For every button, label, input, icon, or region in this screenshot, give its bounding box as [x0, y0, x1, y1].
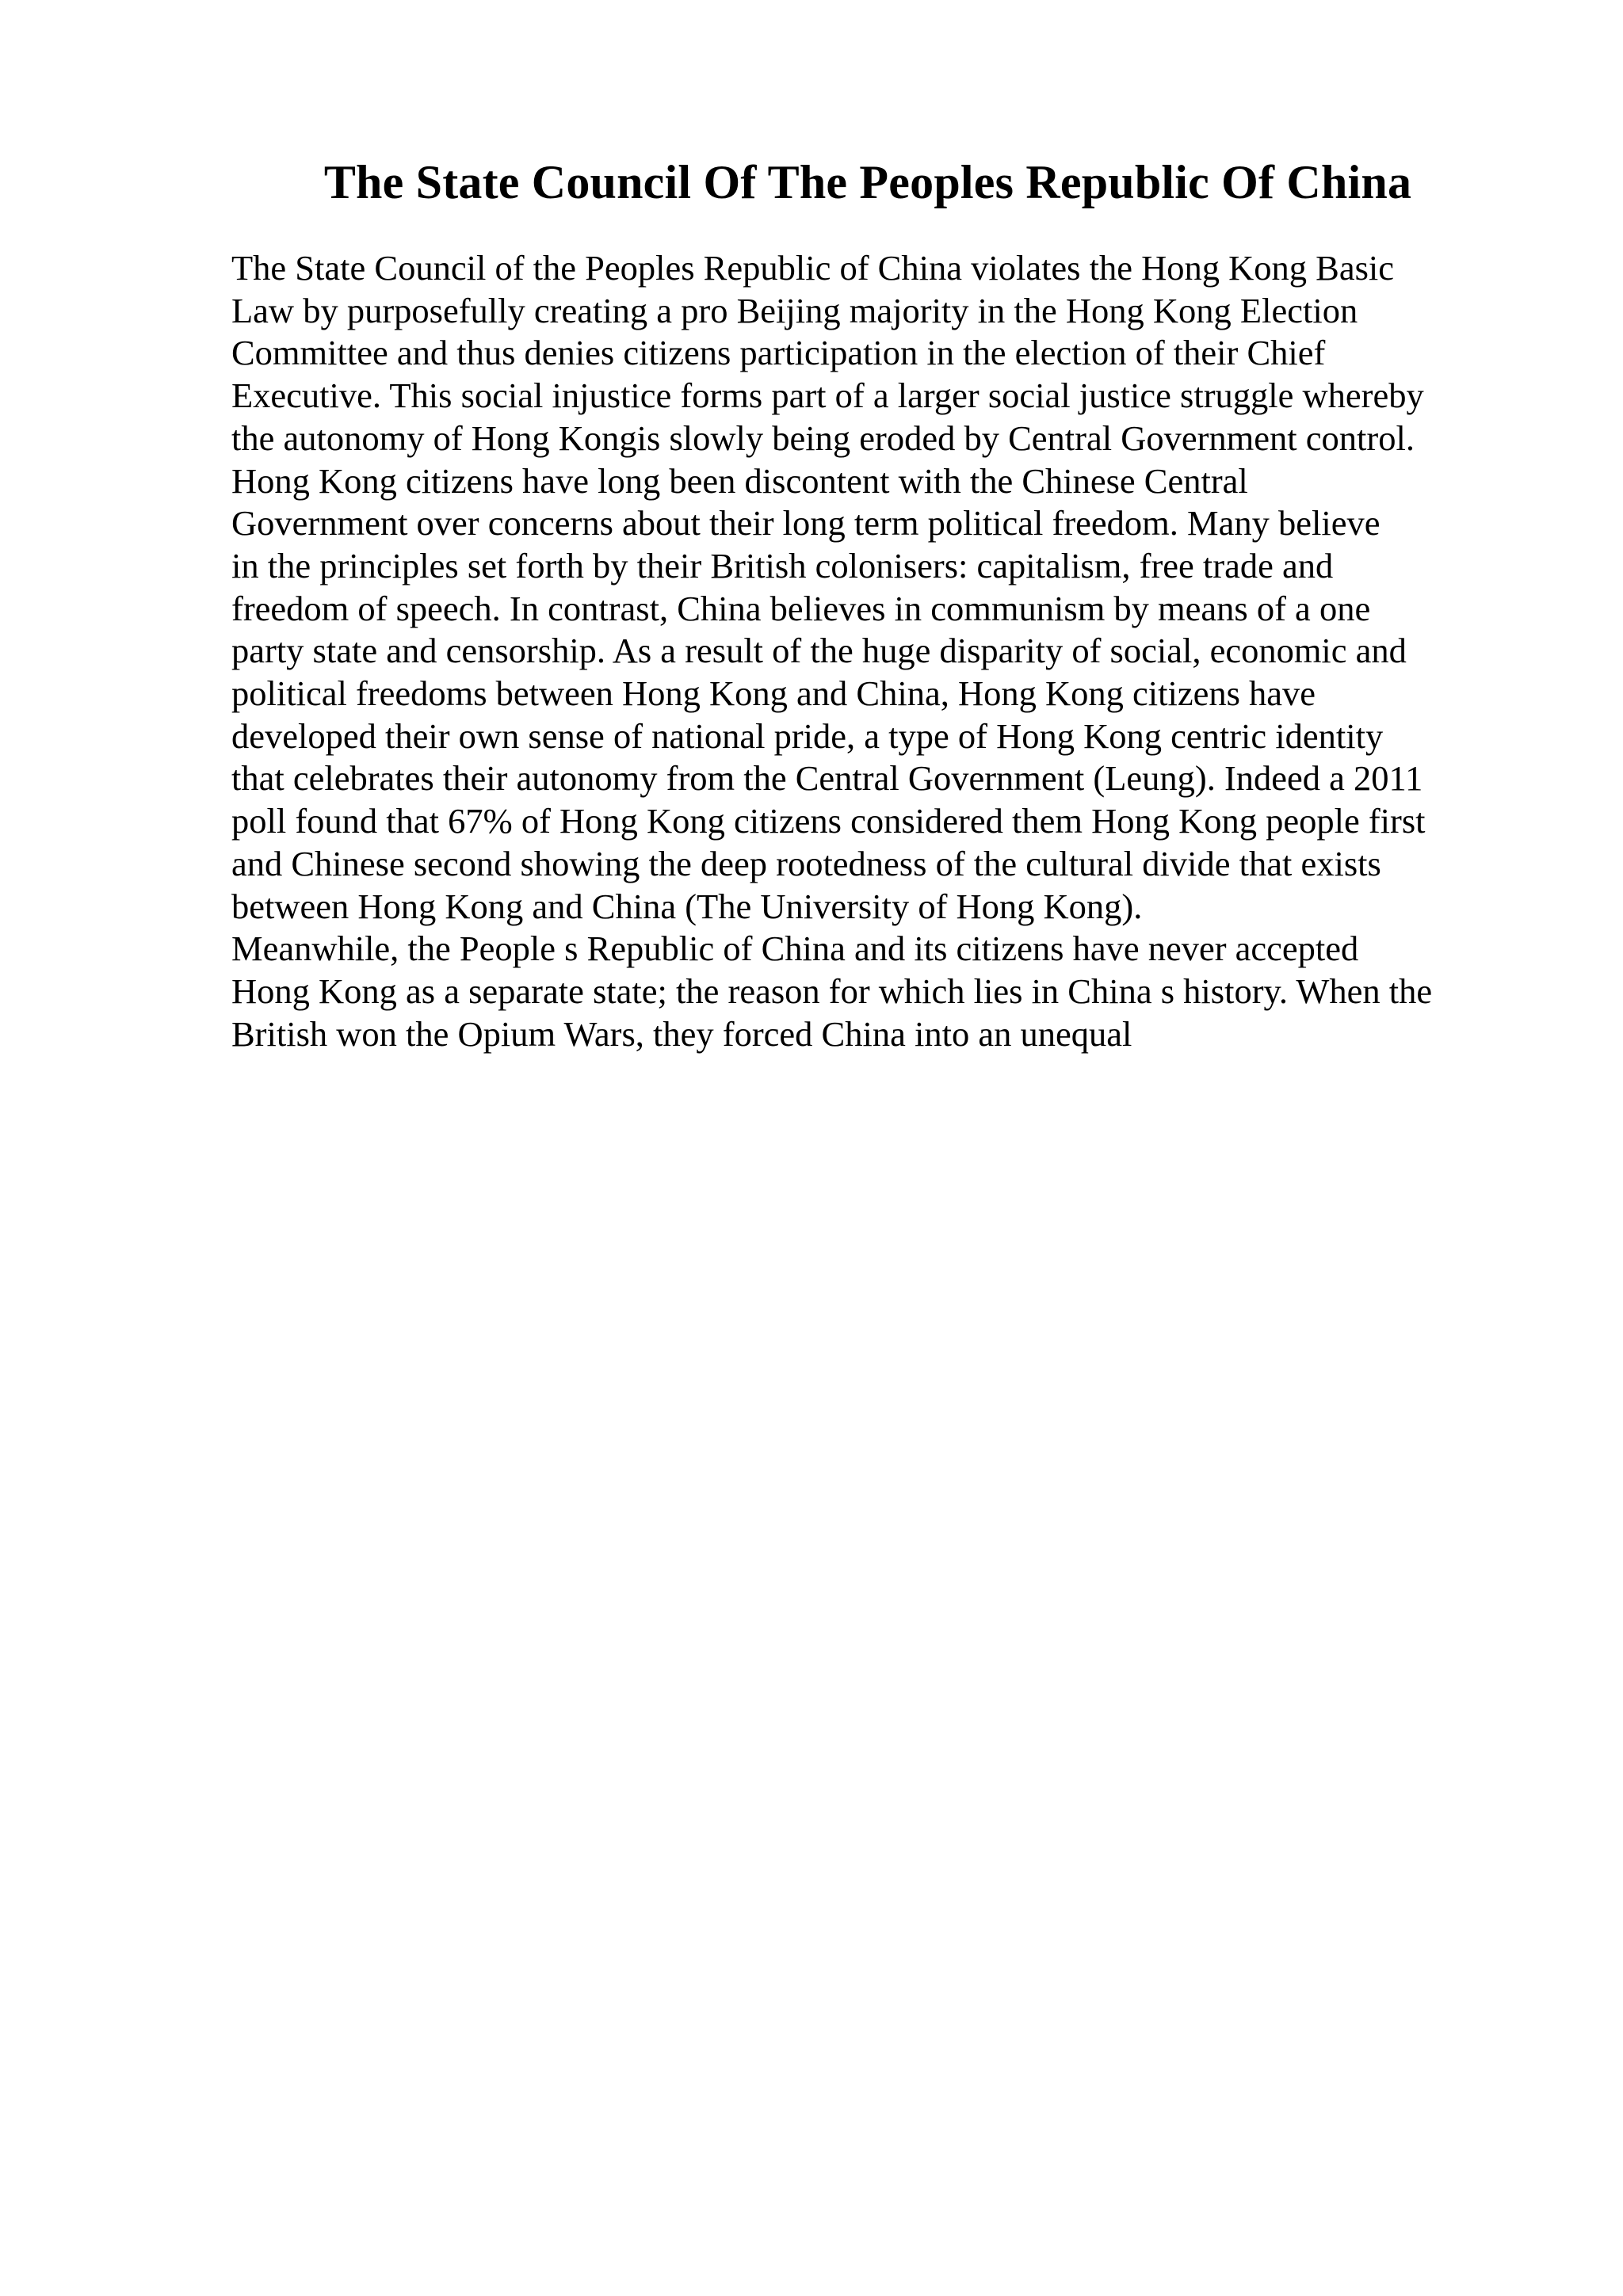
body-line: The State Council of the Peoples Republic of China violates the Hong Kong Basic	[231, 248, 1395, 288]
body-line: British won the Opium Wars, they forced China into an unequal	[231, 1013, 1132, 1054]
body-line: Hong Kong as a separate state; the reason for which lies in China s history. When the	[231, 971, 1433, 1011]
body-line: developed their own sense of national pride, a type of Hong Kong centric identity	[231, 715, 1384, 756]
body-line: Law by purposefully creating a pro Beijing majority in the Hong Kong Election	[231, 290, 1358, 330]
document-title: The State Council Of The Peoples Republic Of China	[323, 156, 1412, 208]
body-line: freedom of speech. In contrast, China believes in communism by means of a one	[231, 588, 1371, 628]
body-line: party state and censorship. As a result of the huge disparity of social, economic and	[231, 631, 1407, 671]
body-line: political freedoms between Hong Kong and China, Hong Kong citizens have	[231, 673, 1316, 714]
body-line: Government over concerns about their long term political freedom. Many believe	[231, 503, 1381, 543]
body-line: Hong Kong citizens have long been discontent with the Chinese Central	[231, 460, 1248, 501]
body-line: Executive. This social injustice forms part of a larger social justice struggle whereby	[231, 376, 1424, 416]
body-line: and Chinese second showing the deep rootedness of the cultural divide that exists	[231, 843, 1381, 883]
body-line: Committee and thus denies citizens participation in the election of their Chief	[231, 333, 1326, 373]
body-line: between Hong Kong and China (The University of Hong Kong).	[231, 886, 1143, 926]
body-line: poll found that 67% of Hong Kong citizens considered them Hong Kong people first	[231, 801, 1426, 841]
body-line: Meanwhile, the People s Republic of China and its citizens have never accepted	[231, 929, 1359, 969]
document-body	[231, 247, 1594, 1055]
body-line: that celebrates their autonomy from the Central Government (Leung). Indeed a 2011	[231, 758, 1423, 799]
body-line: in the principles set forth by their British colonisers: capitalism, free trade and	[231, 545, 1334, 585]
body-line: the autonomy of Hong Kongis slowly being eroded by Central Government control.	[231, 418, 1415, 458]
